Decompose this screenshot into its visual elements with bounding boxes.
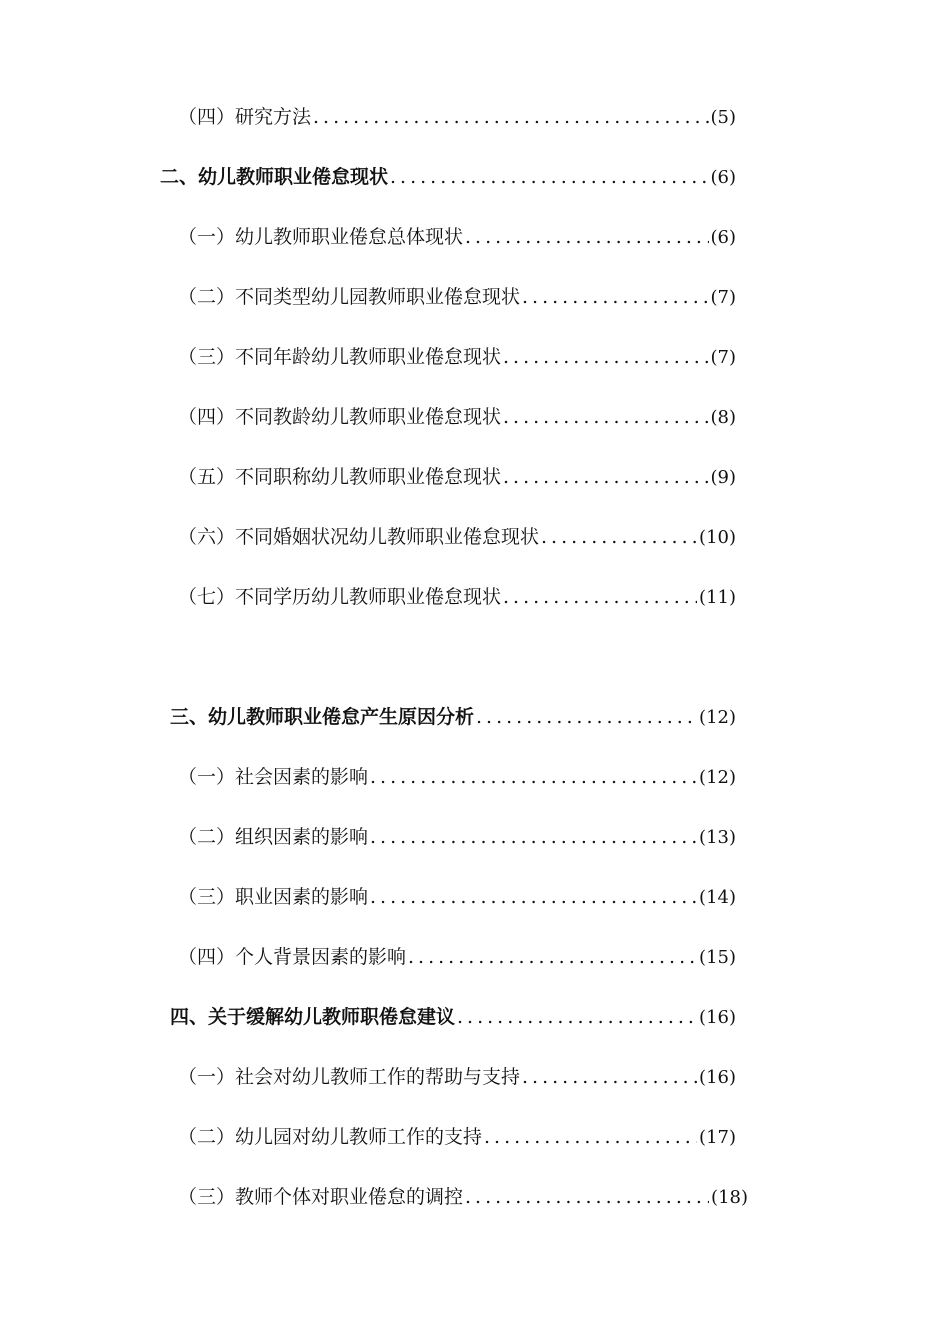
toc-leader-dots xyxy=(522,283,708,311)
toc-entry-page: (16) xyxy=(699,1067,736,1088)
toc-entry xyxy=(178,103,736,131)
toc-entry-title: （六）不同婚姻状况幼儿教师职业倦怠现状 xyxy=(178,526,540,548)
toc-leader-dots xyxy=(370,823,697,851)
toc-entry xyxy=(178,1123,736,1151)
toc-entry xyxy=(178,883,736,911)
toc-entry-title: （三）职业因素的影响 xyxy=(178,886,369,908)
toc-entry-title: （四）研究方法 xyxy=(178,106,312,128)
toc-entry xyxy=(178,283,736,311)
toc-entry-page: (9) xyxy=(710,467,736,488)
toc-leader-dots xyxy=(370,763,697,791)
toc-entry xyxy=(178,223,736,251)
toc-entry-title: （一）社会对幼儿教师工作的帮助与支持 xyxy=(178,1066,521,1088)
toc-entry-page: (15) xyxy=(699,947,736,968)
toc-entry-page: (7) xyxy=(710,347,736,368)
toc-leader-dots xyxy=(476,703,697,731)
toc-entry-title: （一）幼儿教师职业倦怠总体现状 xyxy=(178,226,464,248)
toc-entry-title: （三）不同年龄幼儿教师职业倦怠现状 xyxy=(178,346,502,368)
toc-leader-dots xyxy=(503,463,708,491)
toc-entry-chapter xyxy=(160,163,736,191)
toc-entry-title: （四）不同教龄幼儿教师职业倦怠现状 xyxy=(178,406,502,428)
toc-entry-page: (11) xyxy=(699,587,736,608)
toc-entry-title: （三）教师个体对职业倦怠的调控 xyxy=(178,1186,464,1208)
toc-entry-page: (14) xyxy=(699,887,736,908)
toc-entry-title: （一）社会因素的影响 xyxy=(178,766,369,788)
toc-leader-dots xyxy=(503,403,708,431)
toc-entry-title: （五）不同职称幼儿教师职业倦怠现状 xyxy=(178,466,502,488)
toc-entry xyxy=(178,523,736,551)
toc-leader-dots xyxy=(465,1183,709,1211)
toc-leader-dots xyxy=(408,943,697,971)
toc-entry-page: (6) xyxy=(710,227,736,248)
toc-entry-title: 四、关于缓解幼儿教师职倦怠建议 xyxy=(170,1006,456,1028)
toc-entry-title: 三、幼儿教师职业倦怠产生原因分析 xyxy=(170,706,475,728)
toc-entry-page: (17) xyxy=(699,1127,736,1148)
toc-leader-dots xyxy=(313,103,708,131)
toc-entry-page: (8) xyxy=(710,407,736,428)
toc-entry xyxy=(178,463,736,491)
toc-entry-page: (5) xyxy=(710,107,736,128)
toc-entry-page: (16) xyxy=(699,1007,736,1028)
toc-entry-chapter xyxy=(170,1003,736,1031)
toc-leader-dots xyxy=(503,343,708,371)
toc-entry xyxy=(178,1183,748,1211)
toc-entry-title: （七）不同学历幼儿教师职业倦怠现状 xyxy=(178,586,502,608)
toc-leader-dots xyxy=(457,1003,697,1031)
toc-entry-title: （二）不同类型幼儿园教师职业倦怠现状 xyxy=(178,286,521,308)
toc-entry-page: (12) xyxy=(699,707,736,728)
toc-entry-chapter xyxy=(170,703,736,731)
toc-leader-dots xyxy=(370,883,697,911)
toc-entry-page: (12) xyxy=(699,767,736,788)
toc-entry xyxy=(178,943,736,971)
toc-leader-dots xyxy=(484,1123,697,1151)
toc-entry-page: (18) xyxy=(711,1187,748,1208)
toc-entry-page: (13) xyxy=(699,827,736,848)
toc-entry-page: (7) xyxy=(710,287,736,308)
toc-entry-page: (10) xyxy=(699,527,736,548)
toc-leader-dots xyxy=(503,583,697,611)
toc-entry xyxy=(178,583,736,611)
toc-leader-dots xyxy=(522,1063,697,1091)
toc-entry-title: 二、幼儿教师职业倦怠现状 xyxy=(160,166,389,188)
toc-entry xyxy=(178,343,736,371)
toc-entry-title: （二）幼儿园对幼儿教师工作的支持 xyxy=(178,1126,483,1148)
toc-entry xyxy=(178,1063,736,1091)
toc-entry xyxy=(178,763,736,791)
toc-leader-dots xyxy=(541,523,697,551)
toc-leader-dots xyxy=(390,163,708,191)
toc-entry xyxy=(178,823,736,851)
toc-entry-page: (6) xyxy=(710,167,736,188)
toc-entry-title: （二）组织因素的影响 xyxy=(178,826,369,848)
toc-entry xyxy=(178,403,736,431)
toc-leader-dots xyxy=(465,223,708,251)
toc-entry-title: （四）个人背景因素的影响 xyxy=(178,946,407,968)
